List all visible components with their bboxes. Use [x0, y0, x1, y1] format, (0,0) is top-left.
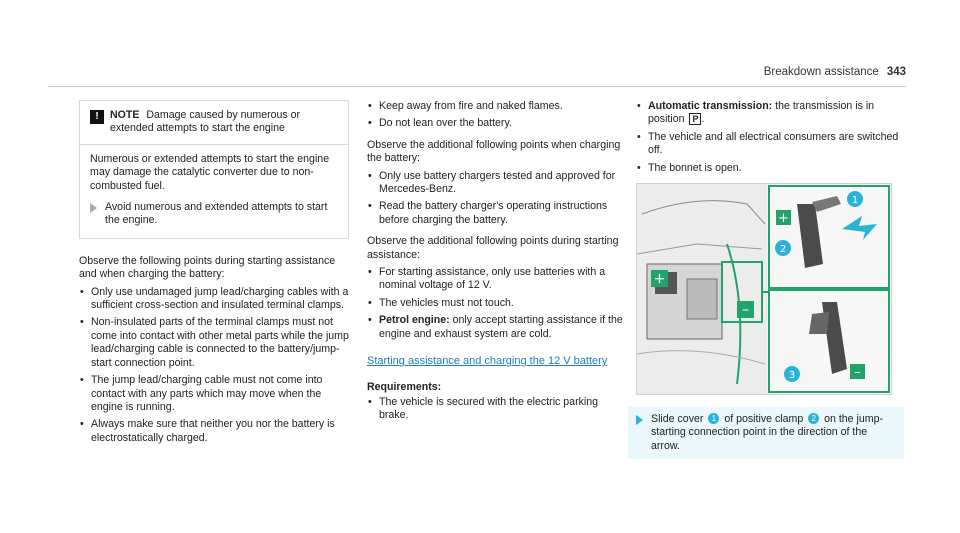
intro-text: Observe the following points during starting assistance and when charging the battery:: [79, 254, 336, 281]
bullet-list: [367, 170, 625, 228]
list-item: • Keep away from fire and naked flames.: [367, 100, 625, 113]
bullet-list: [79, 286, 349, 445]
note-box: [79, 100, 349, 239]
note-action-text: Avoid numerous and extended attempts to start the engine.: [105, 201, 328, 227]
action-arrow-icon: [636, 415, 643, 425]
list-item: • The vehicles must not touch.: [367, 297, 625, 310]
action-arrow-icon: [90, 203, 97, 213]
list-item: • Automatic transmission: the transmission is in position P .: [636, 100, 904, 127]
bullet-list: [367, 266, 625, 341]
action-post: on the jump-starting connection point in the direction of the arrow.: [651, 413, 884, 452]
callout-2-label: 2: [779, 244, 787, 256]
bullet-list: [367, 100, 625, 131]
auto-text: the transmission is in position: [648, 100, 875, 126]
requirements-label: Requirements:: [367, 380, 442, 393]
park-position-icon: P: [689, 113, 701, 125]
column-left: [79, 100, 349, 453]
list-item: [367, 314, 625, 341]
auto-label: Automatic transmission:: [648, 100, 773, 112]
list-item: • Non-insulated parts of the terminal clamps must not come into contact with other metal parts while the jump lead/charging cable is connected to the battery/jump-start connection point.: [79, 316, 349, 370]
column-middle: [367, 100, 625, 431]
list-item: • The jump lead/charging cable must not come into contact with any parts which may move when the engine is running.: [79, 374, 349, 414]
list-item: • Always make sure that neither you nor the battery is electrostatically charged.: [79, 418, 349, 445]
figure-action-text: [651, 413, 898, 453]
list-item: • Only use battery chargers tested and approved for Mercedes-Benz.: [367, 170, 625, 197]
page-number: 343: [886, 66, 906, 78]
page-header: [48, 58, 906, 87]
note-action: [90, 201, 338, 228]
minus-symbol-bay: –: [742, 302, 749, 319]
jump-start-figure: [636, 183, 892, 395]
callout-3-label: 3: [788, 370, 796, 382]
petrol-text: only accept starting assistance if the engine and exhaust system are cold.: [379, 314, 623, 340]
bullet-list: [636, 100, 904, 175]
bullet-list: [367, 396, 625, 423]
list-item: • Only use undamaged jump lead/charging cables with a sufficient cross-section and insulated terminal clamps.: [79, 286, 349, 313]
note-header: [90, 109, 338, 136]
action-mid: of positive clamp: [724, 413, 804, 426]
list-item: • The vehicle and all electrical consumers are switched off.: [636, 131, 904, 158]
list-item: • The vehicle is secured with the electric parking brake.: [367, 396, 625, 423]
plus-symbol-bay: +: [653, 271, 666, 288]
section-link[interactable]: Starting assistance and charging the 12 V battery: [367, 355, 608, 368]
fuse-box: [687, 279, 717, 319]
figure-illustration: [637, 184, 891, 394]
list-item: • For starting assistance, only use batteries with a nominal voltage of 12 V.: [367, 266, 625, 293]
list-item: • Do not lean over the battery.: [367, 117, 625, 130]
list-item: • Read the battery charger's operating instructions before charging the battery.: [367, 200, 625, 227]
minus-symbol-clamp: –: [854, 365, 861, 381]
negative-clamp-handle: [809, 312, 829, 334]
action-pre: Slide cover: [651, 413, 704, 426]
note-title-text: Damage caused by numerous or extended attempts to start the engine: [110, 109, 301, 135]
figure-action: [628, 407, 904, 459]
list-item: • The bonnet is open.: [636, 162, 904, 175]
callout-2-inline: 2: [808, 413, 819, 424]
column-right: [636, 100, 904, 459]
note-title: NOTE: [110, 109, 140, 121]
intro-text: Observe the additional following points when charging the battery:: [367, 138, 621, 165]
intro-text: Observe the additional following points during starting assistance:: [367, 235, 619, 261]
callout-1-inline: 1: [708, 413, 719, 424]
petrol-label: Petrol engine:: [379, 314, 450, 327]
running-header: [764, 66, 906, 78]
section-title: Breakdown assistance: [763, 66, 879, 78]
note-divider: [80, 144, 348, 145]
exclamation-icon: !: [90, 110, 104, 124]
note-body: Numerous or extended attempts to start the engine may damage the catalytic converter due to non-combusted fuel.: [90, 152, 330, 192]
plus-symbol-clamp: +: [778, 211, 789, 227]
callout-1-label: 1: [851, 195, 859, 207]
note-heading: [110, 109, 338, 136]
